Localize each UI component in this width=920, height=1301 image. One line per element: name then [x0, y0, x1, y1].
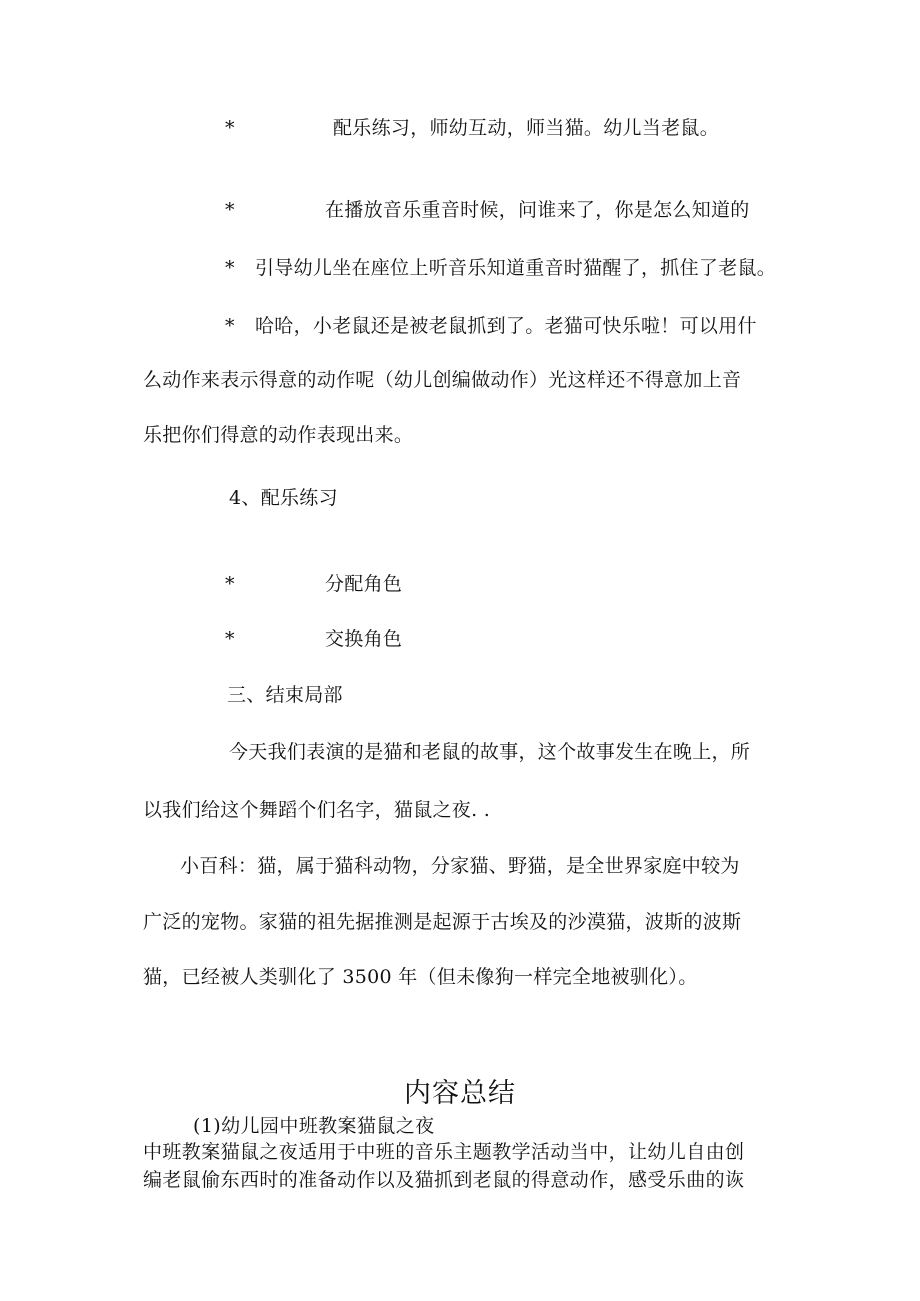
bullet-text-swap-roles: 交换角色: [325, 628, 403, 650]
summary-item: (1)幼儿园中班教案猫鼠之夜: [193, 1115, 435, 1137]
bullet-text-haha-line3: 乐把你们得意的动作表现出来。: [143, 424, 414, 446]
bullet-text-assign-roles: 分配角色: [325, 573, 403, 595]
encyclopedia-line1: 小百科：猫，属于猫科动物，分家猫、野猫，是全世界家庭中较为: [180, 855, 740, 877]
bullet-text-music-practice: 配乐练习，师幼互动，师当猫。幼儿当老鼠。: [333, 117, 720, 139]
bullet-text-guide-children: 引导幼儿坐在座位上听音乐知道重音时猫醒了，抓住了老鼠。: [255, 257, 777, 279]
summary-title: 内容总结: [404, 1078, 516, 1109]
bullet-text-accent-question: 在播放音乐重音时候，问谁来了，你是怎么知道的: [325, 199, 750, 221]
encyclopedia-line3: 猫，已经被人类驯化了 3500 年（但未像狗一样完全地被驯化）。: [143, 966, 698, 988]
ending-paragraph-line1: 今天我们表演的是猫和老鼠的故事，这个故事发生在晚上，所: [229, 741, 751, 763]
bullet-text-haha-line1: 哈哈，小老鼠还是被老鼠抓到了。老猫可快乐啦！可以用什: [255, 315, 757, 337]
bullet-asterisk: *: [225, 257, 235, 279]
encyclopedia-line2: 广泛的宠物。家猫的祖先据推测是起源于古埃及的沙漠猫，波斯的波斯: [143, 911, 742, 933]
ending-paragraph-line2: 以我们给这个舞蹈个们名字，猫鼠之夜. .: [143, 799, 491, 821]
bullet-asterisk: *: [225, 315, 235, 337]
bullet-text-haha-line2: 么动作来表示得意的动作呢（幼儿创编做动作）光这样还不得意加上音: [143, 369, 742, 391]
bullet-asterisk: *: [225, 628, 235, 650]
bullet-asterisk: *: [225, 117, 235, 139]
summary-line1: 中班教案猫鼠之夜适用于中班的音乐主题教学活动当中，让幼儿自由创: [143, 1141, 745, 1163]
bullet-asterisk: *: [225, 573, 235, 595]
section-heading-music-practice: 4、配乐练习: [229, 487, 338, 509]
summary-line2: 编老鼠偷东西时的准备动作以及猫抓到老鼠的得意动作，感受乐曲的诙: [143, 1169, 745, 1191]
section-heading-ending: 三、结束局部: [227, 684, 343, 706]
bullet-asterisk: *: [225, 199, 235, 221]
